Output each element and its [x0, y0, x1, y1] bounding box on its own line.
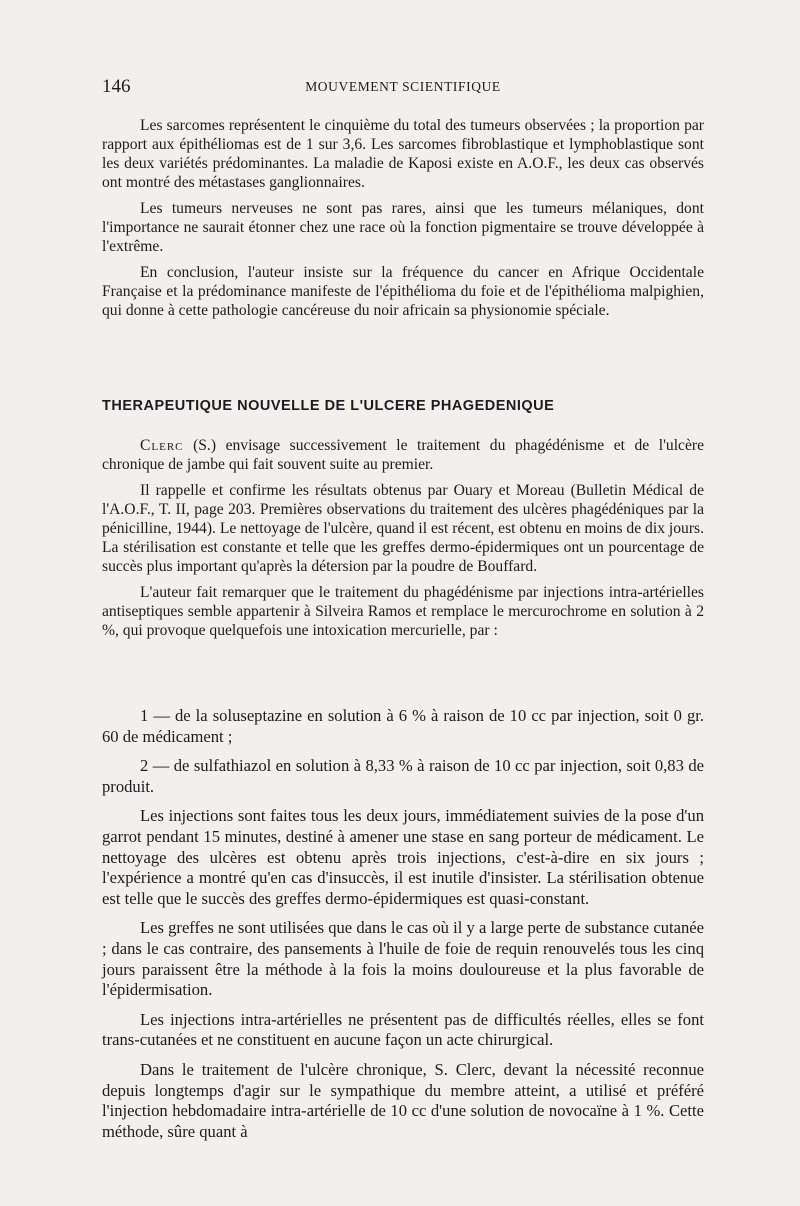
- author-name: Clerc: [140, 437, 184, 454]
- paragraph: L'auteur fait remarquer que le traitement du phagédénisme par injections intra-artérielles antiseptiques semble appartenir à Silveira Ramos et remplace le mercurochrome en solution à 2 %, qui provoque quelquefois une intoxication mercurielle, par :: [102, 584, 704, 639]
- paragraph: 2 — de sulfathiazol en solution à 8,33 % à raison de 10 cc par injection, soit 0,83 de produit.: [102, 756, 704, 796]
- running-head: MOUVEMENT SCIENTIFIQUE: [305, 79, 501, 94]
- section-heading-block: [102, 398, 704, 414]
- paragraph: [102, 436, 704, 474]
- intro-section: [102, 116, 704, 327]
- paragraph: En conclusion, l'auteur insiste sur la fréquence du cancer en Afrique Occidentale Française et la prédominance manifeste de l'épithélioma du foie et de l'épithélioma malpighien, qui donne à cette pathologie cancéreuse du noir africain sa physionomie spéciale.: [102, 264, 704, 319]
- page-number: 146: [102, 76, 131, 97]
- section-body-large: [102, 706, 704, 1151]
- paragraph: Les sarcomes représentent le cinquième du total des tumeurs observées ; la proportion par rapport aux épithéliomas est de 1 sur 3,6. Les sarcomes fibroblastique et lymphoblastique sont les deux variétés prédominantes. La maladie de Kaposi existe en A.O.F., les deux cas observés ont montré des métastases ganglionnaires.: [102, 117, 704, 191]
- section-body-small: [102, 436, 704, 647]
- section-title: THERAPEUTIQUE NOUVELLE DE L'ULCERE PHAGEDENIQUE: [102, 398, 555, 414]
- paragraph: Les injections intra-artérielles ne présentent pas de difficultés réelles, elles se font trans-cutanées et ne constituent en aucune façon un acte chirurgical.: [102, 1009, 704, 1050]
- paragraph-text: (S.) envisage successivement le traitement du phagédénisme et de l'ulcère chronique de jambe qui fait souvent suite au premier.: [102, 437, 704, 473]
- page-header: [102, 76, 704, 100]
- paragraph: Les injections sont faites tous les deux jours, immédiatement suivies de la pose d'un garrot pendant 15 minutes, destiné à amener une stase en sang porteur de médicament. Le nettoyage des ulcères est obtenu après trois injections, c'est-à-dire en six jours ; l'expérience a montré qu'en cas d'insuccès, il est inutile d'insister. La stérilisation obtenue est telle que le succès des greffes dermo-épidermiques est quasi-constant.: [102, 806, 704, 908]
- paragraph: Les tumeurs nerveuses ne sont pas rares, ainsi que les tumeurs mélaniques, dont l'importance ne saurait étonner chez une race où la fonction pigmentaire se trouve développée à l'extrême.: [102, 200, 704, 255]
- paragraph: Les greffes ne sont utilisées que dans le cas où il y a large perte de substance cutanée ; dans le cas contraire, des pansements à l'huile de foie de requin renouvelés tous les cinq jours paraissent être la méthode à la fois la moins douloureuse et la plus favorable de l'épidermisation.: [102, 918, 704, 1000]
- paragraph: Il rappelle et confirme les résultats obtenus par Ouary et Moreau (Bulletin Médical de l'A.O.F., T. II, page 203. Premières observations du traitement des ulcères phagédéniques par la pénicilline, 1944). Le nettoyage de l'ulcère, quand il est récent, est obtenu en moins de dix jours. La stérilisation est constante et telle que les greffes dermo-épidermiques ont un pourcentage de succès plus important qu'après la détersion par la poudre de Bouffard.: [102, 482, 704, 575]
- paragraph: 1 — de la soluseptazine en solution à 6 % à raison de 10 cc par injection, soit 0 gr. 60 de médicament ;: [102, 706, 704, 746]
- paragraph: Dans le traitement de l'ulcère chronique, S. Clerc, devant la nécessité reconnue depuis longtemps d'agir sur le sympathique du membre atteint, a utilisé et préféré l'injection hebdomadaire intra-artérielle de 10 cc d'une solution de novocaïne à 1 %. Cette méthode, sûre quant à: [102, 1059, 704, 1141]
